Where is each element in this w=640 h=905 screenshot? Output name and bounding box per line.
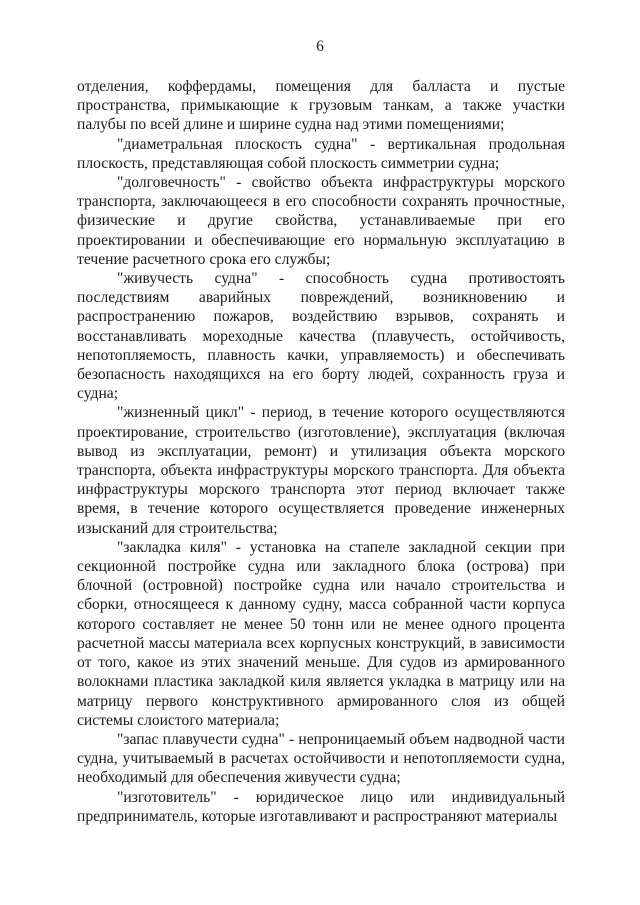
paragraph-definition-life-cycle: "жизненный цикл" - период, в течение которого осуществляются проектирование, строительство (изготовление), эксплуатация (включая вывод из эксплуатации, ремонт) и утилизация объекта морского транспорта, объекта инфраструктуры морского транспорта. Для объекта инфраструктуры морского транспорта этот период включает также время, в течение которого осуществляется проведение инженерных изысканий для строительства; (77, 404, 565, 537)
paragraph-definition-centerline-plane: "диаметральная плоскость судна" - вертикальная продольная плоскость, представляющая собой плоскость симметрии судна; (77, 135, 565, 172)
paragraph-continuation: отделения, коффердамы, помещения для балласта и пустые пространства, примыкающие к грузовым танкам, а также участки палубы по всей длине и ширине судна над этими помещениями; (77, 78, 565, 134)
document-body (77, 77, 565, 826)
paragraph-definition-survivability: "живучесть судна" - способность судна противостоять последствиям аварийных повреждений, возникновению и распространению пожаров, воздействию взрывов, сохранять и восстанавливать мореходные качества (плавучесть, остойчивость, непотопляемость, плавность качки, управляемость) и обеспечивать безопасность находящихся на его борту людей, сохранность груза и судна; (77, 270, 565, 403)
paragraph-definition-keel-laying: "закладка киля" - установка на стапеле закладной секции при секционной постройке судна или закладного блока (острова) при блочной (островной) постройке судна или начало строительства и сборки, относящееся к данному судну, масса собранной части корпуса которого составляет не менее 50 тонн или не менее одного процента расчетной массы материала всех корпусных конструкций, в зависимости от того, какое из этих значений меньше. Для судов из армированного волокнами пластика закладкой киля является укладка в матрицу или на матрицу первого конструктивного армированного слоя из общей системы слоистого материала; (77, 538, 565, 729)
page-number: 6 (316, 38, 324, 55)
paragraph-definition-durability: "долговечность" - свойство объекта инфраструктуры морского транспорта, заключающееся в его способности сохранять прочностные, физические и другие свойства, устанавливаемые при его проектировании и обеспечивающие его нормальную эксплуатацию в течение расчетного срока его службы; (77, 174, 565, 268)
paragraph-definition-manufacturer: "изготовитель" - юридическое лицо или индивидуальный предприниматель, которые изготавливают и распространяют материалы (77, 788, 565, 825)
paragraph-definition-reserve-buoyancy: "запас плавучести судна" - непроницаемый объем надводной части судна, учитываемый в расчетах остойчивости и непотопляемости судна, необходимый для обеспечения живучести судна; (77, 730, 565, 787)
